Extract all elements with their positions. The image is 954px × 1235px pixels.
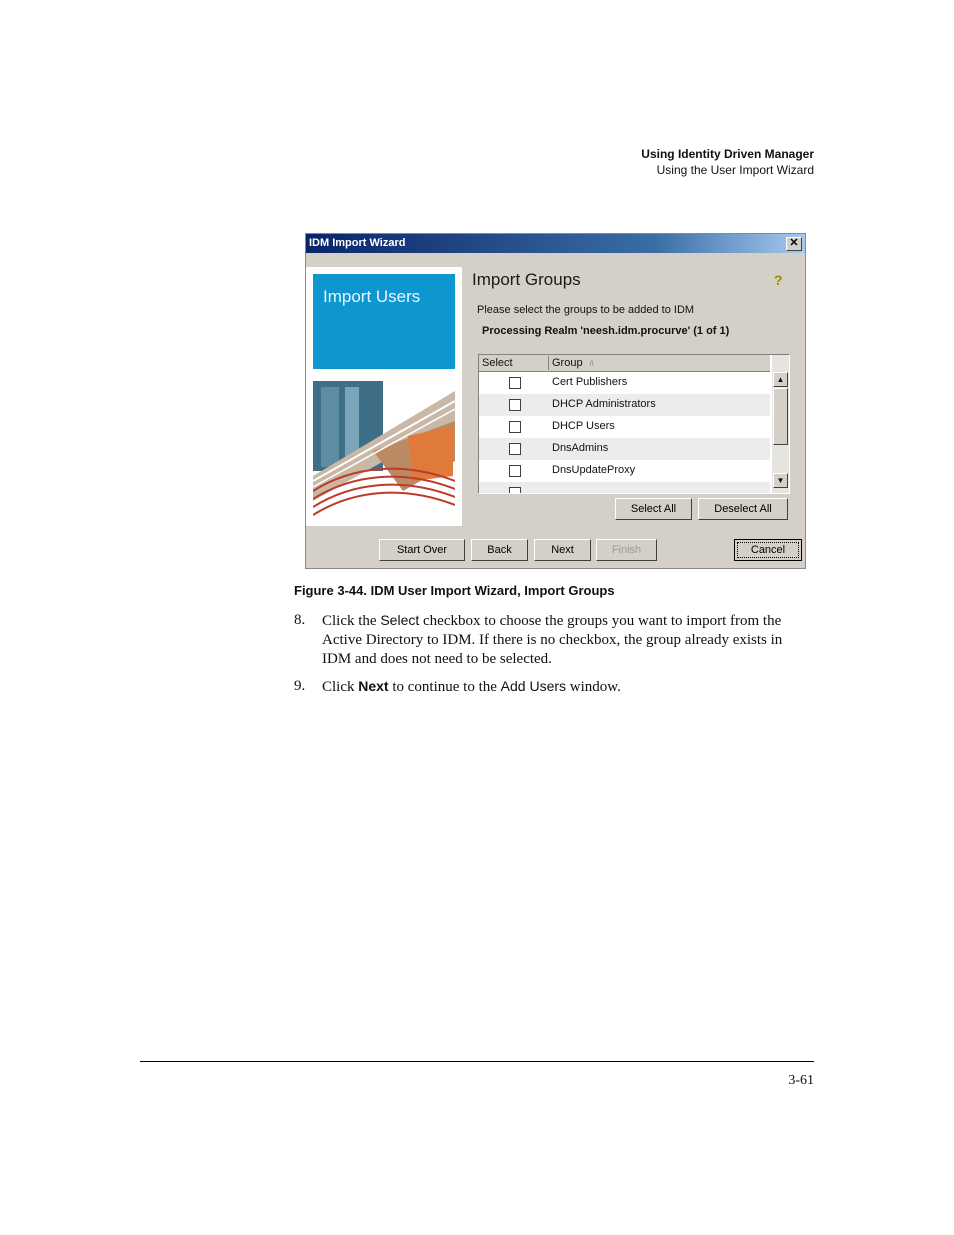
- footer-rule: [140, 1061, 814, 1062]
- group-name: DnsUpdateProxy: [552, 464, 636, 476]
- scroll-down-icon[interactable]: ▼: [773, 473, 788, 488]
- help-icon[interactable]: ?: [774, 272, 783, 288]
- table-row[interactable]: [479, 416, 770, 438]
- select-checkbox[interactable]: [509, 487, 521, 494]
- step-9: [294, 677, 814, 697]
- sort-ascending-icon: /\: [589, 361, 594, 368]
- running-header-title: Using Identity Driven Manager: [641, 147, 814, 161]
- ui-term-select: Select: [380, 612, 420, 628]
- figure-caption: Figure 3-44. IDM User Import Wizard, Import Groups: [294, 583, 615, 598]
- table-row-partial[interactable]: [479, 482, 770, 494]
- group-name: DHCP Administrators: [552, 398, 656, 410]
- cancel-button[interactable]: Cancel: [734, 539, 802, 561]
- finish-button[interactable]: Finish: [596, 539, 657, 561]
- dialog-titlebar: [306, 234, 805, 253]
- running-header-subtitle: Using the User Import Wizard: [656, 163, 814, 177]
- next-button[interactable]: Next: [534, 539, 591, 561]
- column-header-select[interactable]: Select: [482, 357, 513, 369]
- step-number: 9.: [294, 678, 306, 694]
- ui-term-next: Next: [358, 678, 389, 694]
- step-number: 8.: [294, 612, 306, 628]
- import-wizard-dialog: [305, 233, 806, 569]
- scroll-up-icon[interactable]: ▲: [773, 372, 788, 387]
- page-number: 3-61: [788, 1073, 814, 1088]
- grid-header: [479, 355, 770, 372]
- wizard-banner: [313, 274, 455, 369]
- dialog-title: IDM Import Wizard: [309, 237, 406, 249]
- step-8: [294, 611, 814, 669]
- table-row[interactable]: [479, 460, 770, 482]
- close-icon[interactable]: ✕: [786, 237, 802, 251]
- group-name: Cert Publishers: [552, 376, 628, 388]
- scroll-thumb[interactable]: [773, 388, 788, 445]
- ui-term-add-users: Add Users: [500, 678, 567, 694]
- start-over-button[interactable]: Start Over: [379, 539, 465, 561]
- select-checkbox[interactable]: [509, 465, 521, 477]
- wizard-side-panel: [306, 267, 462, 526]
- table-row[interactable]: [479, 394, 770, 416]
- select-checkbox[interactable]: [509, 377, 521, 389]
- table-row[interactable]: [479, 372, 770, 394]
- select-all-button[interactable]: Select All: [615, 498, 692, 520]
- deselect-all-button[interactable]: Deselect All: [698, 498, 788, 520]
- instruction-text: Please select the groups to be added to IDM: [477, 304, 695, 316]
- column-header-group-label: Group: [552, 357, 583, 369]
- banner-title: Import Users: [323, 287, 421, 306]
- table-row[interactable]: [479, 438, 770, 460]
- step-text: Click the Select checkbox to choose the groups you want to import from the Active Directory to IDM. If there is no checkbox, the group already exists in IDM and does not need to be selected.: [322, 612, 783, 667]
- groups-grid: [478, 354, 790, 494]
- column-separator: [548, 356, 549, 370]
- back-button[interactable]: Back: [471, 539, 528, 561]
- select-checkbox[interactable]: [509, 443, 521, 455]
- grid-scrollbar[interactable]: [772, 355, 789, 493]
- step-text: Click Next to continue to the Add Users window.: [322, 678, 621, 695]
- select-checkbox[interactable]: [509, 421, 521, 433]
- group-name: DHCP Users: [552, 420, 615, 432]
- page-heading: Import Groups: [472, 270, 581, 289]
- column-header-group[interactable]: [552, 357, 594, 369]
- group-name: DnsAdmins: [552, 442, 609, 454]
- realm-status: Processing Realm 'neesh.idm.procurve' (1 of 1): [482, 325, 730, 337]
- select-checkbox[interactable]: [509, 399, 521, 411]
- decorative-artwork: [313, 381, 455, 521]
